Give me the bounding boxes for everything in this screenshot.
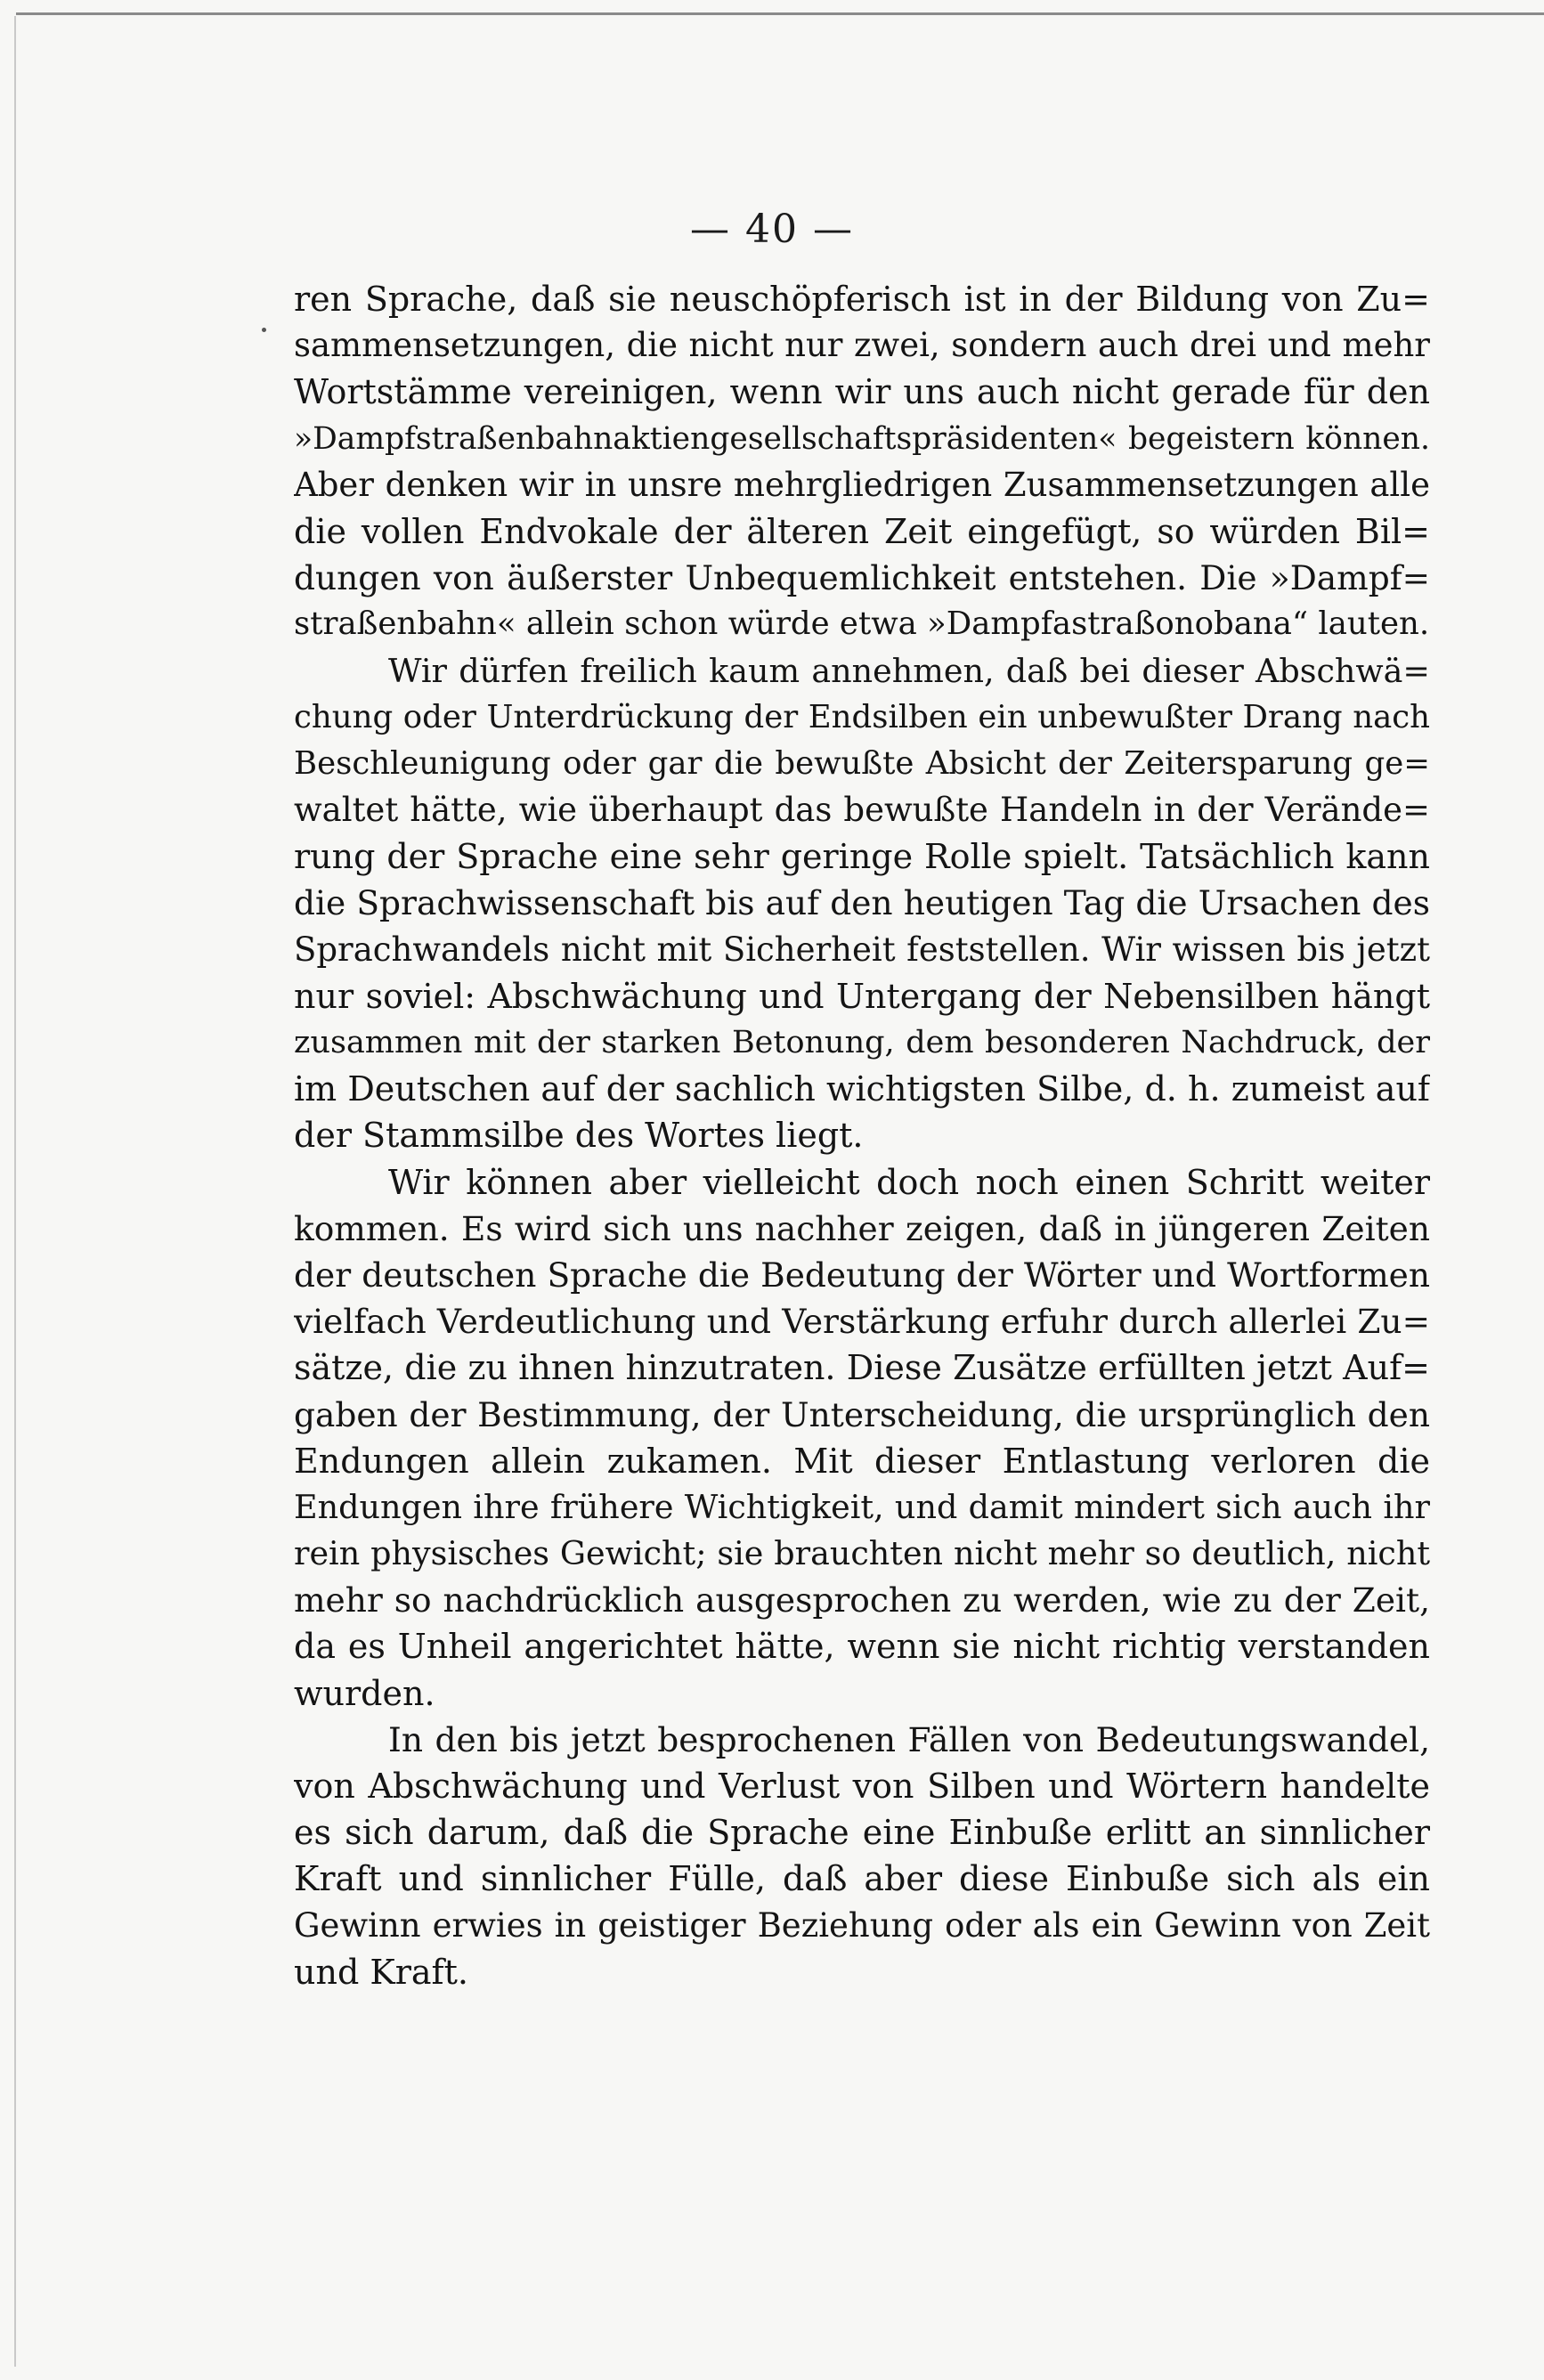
text-line: Sprachwandels nicht mit Sicherheit feststellen. Wir wissen bis jetzt — [294, 930, 1430, 969]
body-text — [294, 276, 1430, 1995]
text-line: chung oder Unterdrückung der Endsilben ein unbewußter Drang nach — [294, 698, 1430, 735]
text-line: sätze, die zu ihnen hinzutraten. Diese Zusätze erfüllten jetzt Auf= — [294, 1348, 1430, 1388]
text-line: zusammen mit der starken Betonung, dem besonderen Nachdruck, der — [294, 1025, 1430, 1060]
text-line: nur soviel: Abschwächung und Untergang der Nebensilben hängt — [294, 976, 1430, 1016]
paragraph-start-line: Wir dürfen freilich kaum annehmen, daß bei dieser Abschwä= — [388, 651, 1430, 690]
stray-ink-dot — [262, 328, 266, 332]
text-line: der deutschen Sprache die Bedeutung der Wörter und Wortformen — [294, 1255, 1430, 1295]
text-line: waltet hätte, wie überhaupt das bewußte Handeln in der Verände= — [294, 791, 1430, 830]
text-line: vielfach Verdeutlichung und Verstärkung erfuhr durch allerlei Zu= — [294, 1302, 1430, 1342]
text-line: sammensetzungen, die nicht nur zwei, sondern auch drei und mehr — [294, 326, 1430, 365]
text-line: Aber denken wir in unsre mehrgliedrigen Zusammensetzungen alle — [294, 465, 1430, 504]
text-line: Kraft und sinnlicher Fülle, daß aber diese Einbuße sich als ein — [294, 1859, 1430, 1899]
text-line: und Kraft. — [294, 1952, 468, 1992]
text-line: die Sprachwissenschaft bis auf den heutigen Tag die Ursachen des — [294, 883, 1430, 923]
paragraph-start-line: In den bis jetzt besprochenen Fällen von Bedeutungswandel, — [388, 1719, 1430, 1759]
text-line: Wortstämme vereinigen, wenn wir uns auch nicht gerade für den — [294, 372, 1430, 412]
text-line: ren Sprache, daß sie neuschöpferisch ist in der Bildung von Zu= — [294, 280, 1430, 319]
scan-left-edge — [14, 16, 16, 2367]
text-line: es sich darum, daß die Sprache eine Einbuße erlitt an sinnlicher — [294, 1813, 1430, 1853]
text-line: dungen von äußerster Unbequemlichkeit entstehen. Die »Dampf= — [294, 558, 1430, 598]
text-line: Beschleunigung oder gar die bewußte Absicht der Zeitersparung ge= — [294, 744, 1430, 782]
text-line: rein physisches Gewicht; sie brauchten nicht mehr so deutlich, nicht — [294, 1534, 1430, 1573]
text-line: »Dampfstraßenbahnaktiengesellschaftspräsidenten« begeistern können. — [294, 420, 1430, 457]
text-line: Endungen allein zukamen. Mit dieser Entlastung verloren die — [294, 1441, 1430, 1481]
text-line: wurden. — [294, 1673, 435, 1713]
text-line: kommen. Es wird sich uns nachher zeigen, daß in jüngeren Zeiten — [294, 1208, 1430, 1248]
text-line: Gewinn erwies in geistiger Beziehung oder als ein Gewinn von Zeit — [294, 1905, 1430, 1945]
text-line: straßenbahn« allein schon würde etwa »Dampfastraßonobana“ lauten. — [294, 605, 1430, 643]
text-line: der Stammsilbe des Wortes liegt. — [294, 1116, 864, 1156]
text-line: rung der Sprache eine sehr geringe Rolle spielt. Tatsächlich kann — [294, 837, 1430, 877]
text-line: Endungen ihre frühere Wichtigkeit, und damit mindert sich auch ihr — [294, 1487, 1430, 1526]
paragraph-start-line: Wir können aber vielleicht doch noch einen Schritt weiter — [388, 1162, 1430, 1202]
text-line: im Deutschen auf der sachlich wichtigsten Silbe, d. h. zumeist auf — [294, 1069, 1430, 1109]
text-line: mehr so nachdrücklich ausgesprochen zu werden, wie zu der Zeit, — [294, 1580, 1430, 1621]
text-line: von Abschwächung und Verlust von Silben und Wörtern handelte — [294, 1767, 1430, 1806]
page-number: — 40 — — [690, 207, 854, 252]
text-line: gaben der Bestimmung, der Unterscheidung, die ursprünglich den — [294, 1394, 1430, 1434]
scan-top-edge — [16, 12, 1544, 15]
text-line: die vollen Endvokale der älteren Zeit eingefügt, so würden Bil= — [294, 511, 1430, 551]
text-line: da es Unheil angerichtet hätte, wenn sie nicht richtig verstanden — [294, 1627, 1430, 1667]
